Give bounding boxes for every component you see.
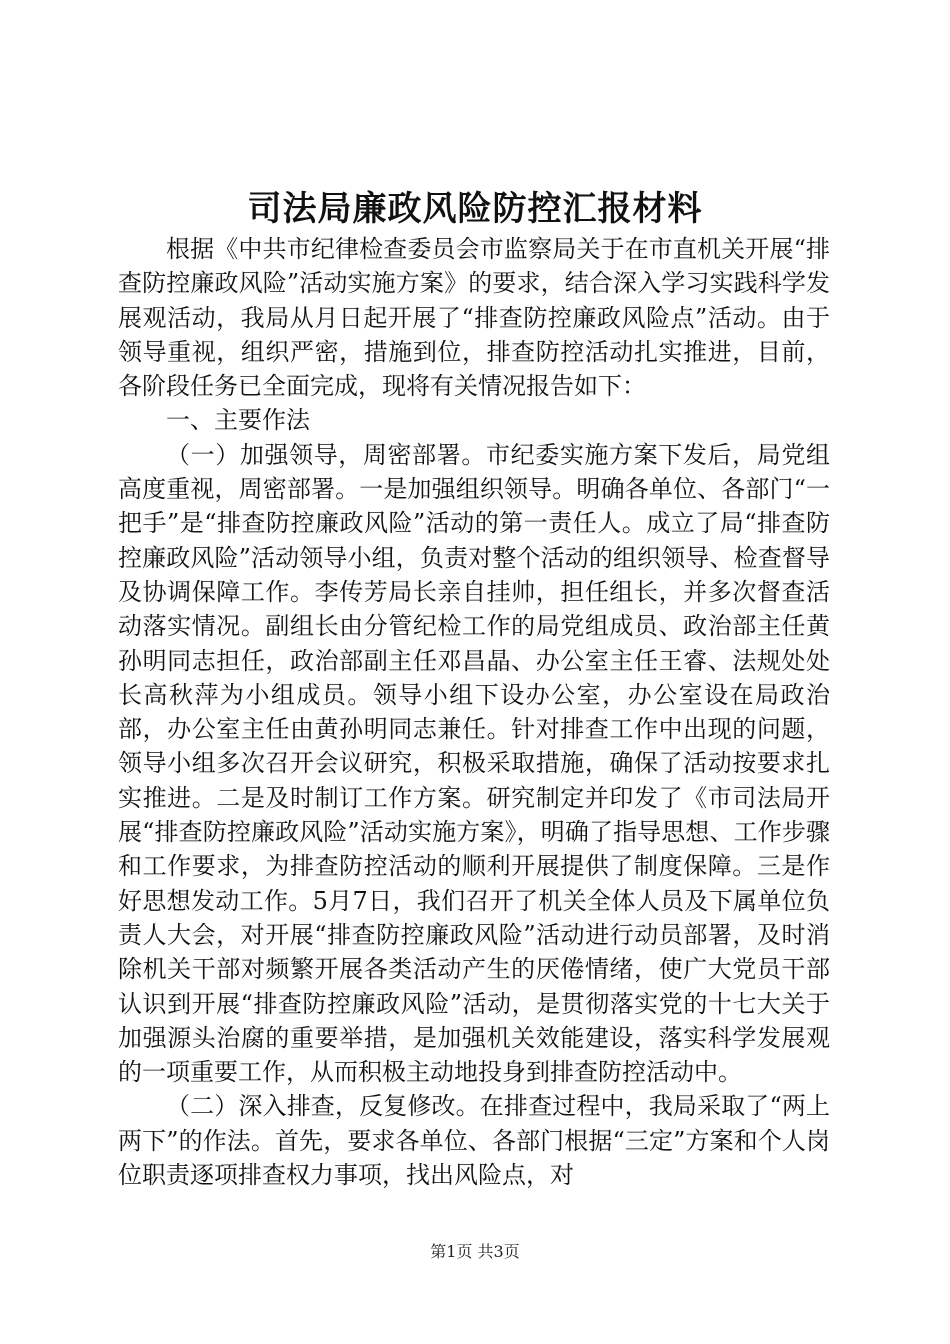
- document-title: 司法局廉政风险防控汇报材料: [247, 189, 703, 229]
- paragraph-intro: 根据《中共市纪律检查委员会市监察局关于在市直机关开展“排查防控廉政风险”活动实施方案》的要求，结合深入学习实践科学发展观活动，我局从月日起开展了“排查防控廉政风险点”活动。由于领导重视，组织严密，措施到位，排查防控活动扎实推进，目前，各阶段任务已全面完成，现将有关情况报告如下：: [118, 235, 830, 401]
- paragraph-leadership: （一）加强领导，周密部署。市纪委实施方案下发后，局党组高度重视，周密部署。一是加强组织领导。明确各单位、各部门“一把手”是“排查防控廉政风险”活动的第一责任人。成立了局“排查防控廉政风险”活动领导小组，负责对整个活动的组织领导、检查督导及协调保障工作。李传芳局长亲自挂帅，担任组长，并多次督查活动落实情况。副组长由分管纪检工作的局党组成员、政治部主任黄孙明同志担任，政治部副主任邓昌晶、办公室主任王睿、法规处处长高秋萍为小组成员。领导小组下设办公室，办公室设在局政治部，办公室主任由黄孙明同志兼任。针对排查工作中出现的问题，领导小组多次召开会议研究，积极采取措施，确保了活动按要求扎实推进。二是及时制订工作方案。研究制定并印发了《市司法局开展“排查防控廉政风险”活动实施方案》，明确了指导思想、工作步骤和工作要求，为排查防控活动的顺利开展提供了制度保障。三是作好思想发动工作。5月7日，我们召开了机关全体人员及下属单位负责人大会，对开展“排查防控廉政风险”活动进行动员部署，及时消除机关干部对频繁开展各类活动产生的厌倦情绪，使广大党员干部认识到开展“排查防控廉政风险”活动，是贯彻落实党的十七大关于加强源头治腐的重要举措，是加强机关效能建设，落实科学发展观的一项重要工作，从而积极主动地投身到排查防控活动中。: [118, 440, 830, 1087]
- section-heading-main-methods: 一、主要作法: [166, 406, 310, 435]
- paragraph-investigation: （二）深入排查，反复修改。在排查过程中，我局采取了“两上两下”的作法。首先，要求各单位、各部门根据“三定”方案和个人岗位职责逐项排查权力事项，找出风险点，对: [118, 1092, 830, 1190]
- page-footer: 第1页 共3页: [430, 1242, 520, 1261]
- document-body: [118, 232, 830, 1192]
